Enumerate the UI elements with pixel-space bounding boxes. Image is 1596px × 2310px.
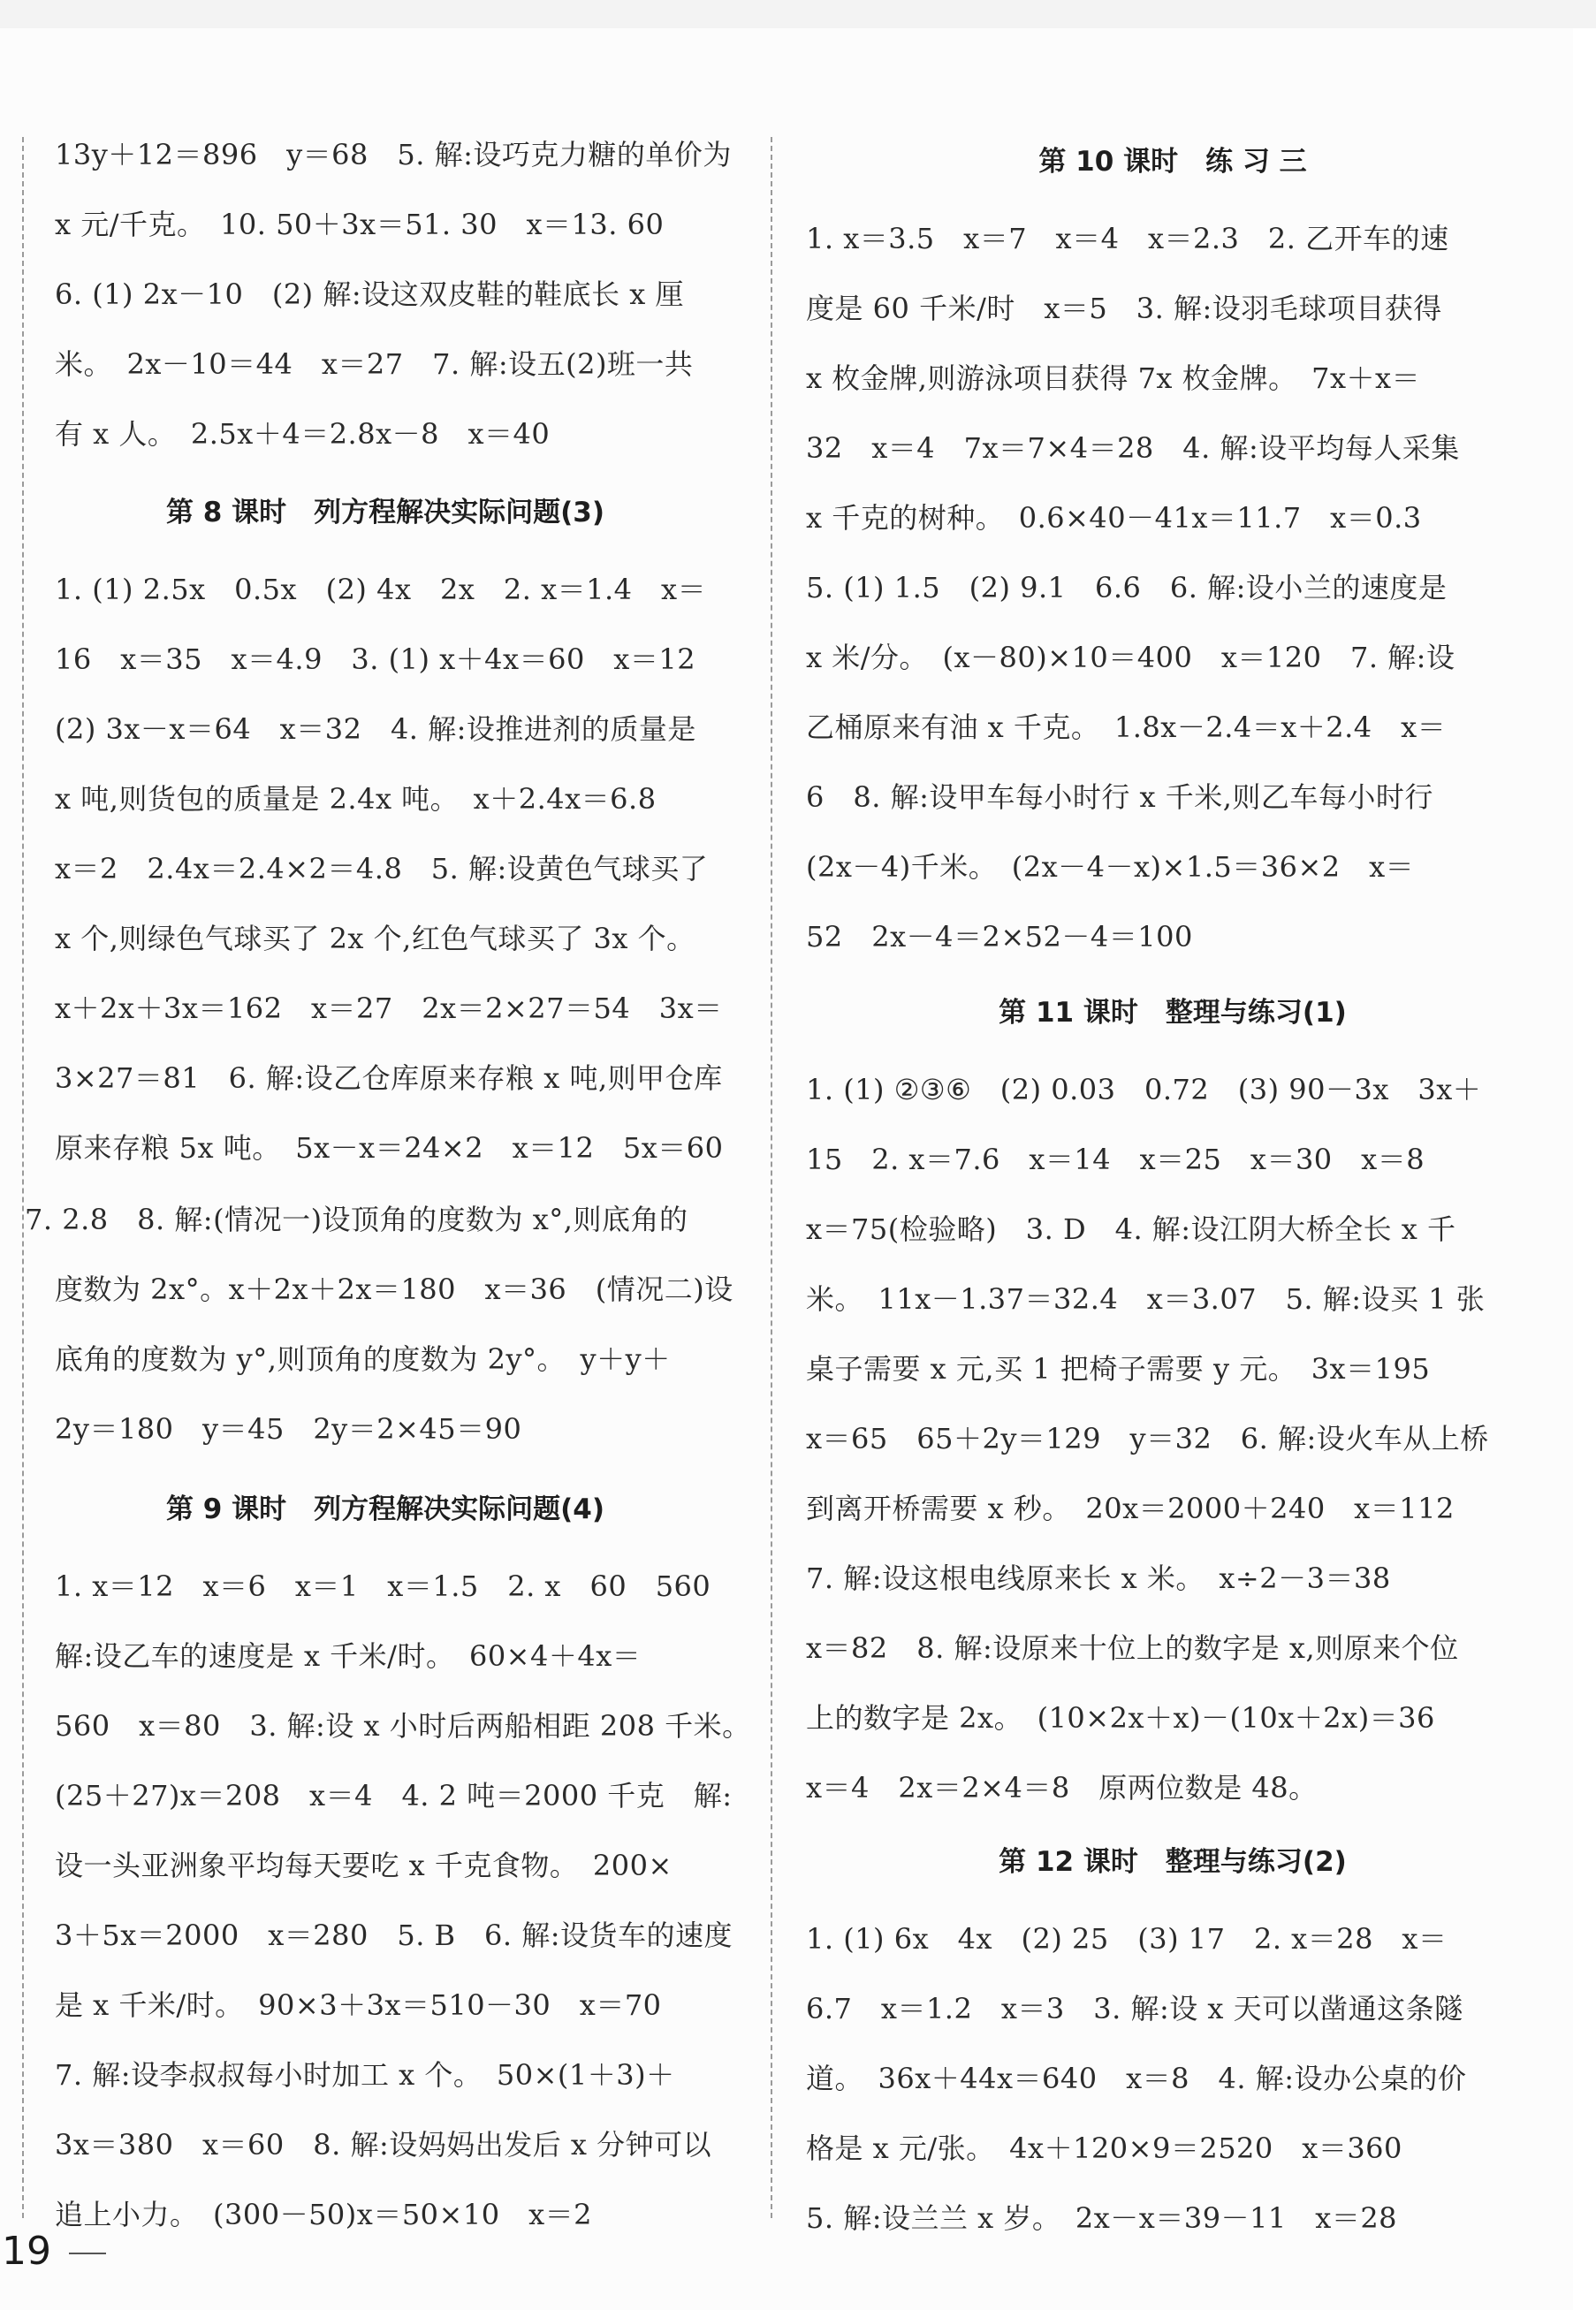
answer-line: x＝65 65＋2y＝129 y＝32 6. 解:设火车从上桥 [806,1422,1489,1455]
answer-line: (2) 3x－x＝64 x＝32 4. 解:设推进剂的质量是 [55,712,696,746]
answer-line: 1. x＝3.5 x＝7 x＝4 x＝2.3 2. 乙开车的速 [806,222,1449,255]
answer-line: 度数为 2x°。x＋2x＋2x＝180 x＝36 (情况二)设 [55,1273,733,1306]
answer-line: 3x＝380 x＝60 8. 解:设妈妈出发后 x 分钟可以 [55,2128,712,2162]
left-dashed-border [22,137,24,2218]
lesson-heading: 第 9 课时 列方程解决实际问题(4) [165,1493,605,1525]
answer-line: (2x－4)千米。 (2x－4－x)×1.5＝36×2 x＝ [806,850,1415,884]
answer-line: 乙桶原来有油 x 千克。 1.8x－2.4＝x＋2.4 x＝ [806,710,1447,744]
answer-line: 是 x 千米/时。 90×3＋3x＝510－30 x＝70 [55,1988,662,2022]
answer-line: 5. (1) 1.5 (2) 9.1 6.6 6. 解:设小兰的速度是 [806,571,1448,604]
scan-top-strip [0,0,1596,28]
answer-line: 1. x＝12 x＝6 x＝1 x＝1.5 2. x 60 560 [55,1569,711,1603]
answer-line: 1. (1) ②③⑥ (2) 0.03 0.72 (3) 90－3x 3x＋ [806,1073,1482,1106]
answer-line: 7. 解:设这根电线原来长 x 米。 x÷2－3＝38 [806,1562,1391,1595]
lesson-heading: 第 12 课时 整理与练习(2) [999,1846,1347,1878]
answer-line: 7. 2.8 8. 解:(情况一)设顶角的度数为 x°,则底角的 [25,1203,688,1236]
answer-line: 有 x 人。 2.5x＋4＝2.8x－8 x＝40 [55,417,551,451]
answer-line: 底角的度数为 y°,则顶角的度数为 2y°。 y＋y＋ [55,1342,671,1376]
answer-line: x＝4 2x＝2×4＝8 原两位数是 48。 [806,1771,1318,1805]
answer-line: 52 2x－4＝2×52－4＝100 [806,920,1193,954]
answer-line: x＝2 2.4x＝2.4×2＝4.8 5. 解:设黄色气球买了 [55,852,709,885]
answer-line: x 米/分。 (x－80)×10＝400 x＝120 7. 解:设 [806,641,1455,674]
answer-line: 度是 60 千米/时 x＝5 3. 解:设羽毛球项目获得 [806,292,1442,325]
answer-line: 5. 解:设兰兰 x 岁。 2x－x＝39－11 x＝28 [806,2201,1398,2235]
answer-line: 16 x＝35 x＝4.9 3. (1) x＋4x＝60 x＝12 [55,642,696,676]
answer-line: x＝82 8. 解:设原来十位上的数字是 x,则原来个位 [806,1631,1459,1665]
answer-line: 追上小力。 (300－50)x＝50×10 x＝2 [55,2198,592,2231]
answer-line: x 元/千克。 10. 50＋3x＝51. 30 x＝13. 60 [55,208,665,241]
answer-line: x 吨,则货包的质量是 2.4x 吨。 x＋2.4x＝6.8 [55,782,657,816]
answer-line: 设一头亚洲象平均每天要吃 x 千克食物。 200× [55,1849,673,1882]
lesson-heading: 第 11 课时 整理与练习(1) [999,997,1347,1029]
answer-line: 6. (1) 2x－10 (2) 解:设这双皮鞋的鞋底长 x 厘 [55,277,685,311]
answer-line: 3×27＝81 6. 解:设乙仓库原来存粮 x 吨,则甲仓库 [55,1061,723,1095]
page-number-dash [69,2253,106,2254]
answer-line: 原来存粮 5x 吨。 5x－x＝24×2 x＝12 5x＝60 [55,1131,724,1165]
page-number: 19 [2,2229,51,2274]
answer-line: 到离开桥需要 x 秒。 20x＝2000＋240 x＝112 [806,1492,1455,1525]
answer-line: 1. (1) 2.5x 0.5x (2) 4x 2x 2. x＝1.4 x＝ [55,573,707,606]
answer-line: 13y＋12＝896 y＝68 5. 解:设巧克力糖的单价为 [55,138,732,171]
answer-line: x＝75(检验略) 3. D 4. 解:设江阴大桥全长 x 千 [806,1212,1456,1246]
answer-line: 道。 36x＋44x＝640 x＝8 4. 解:设办公桌的价 [806,2062,1467,2095]
column-divider [771,137,772,2218]
answer-line: 15 2. x＝7.6 x＝14 x＝25 x＝30 x＝8 [806,1143,1425,1176]
answer-line: x＋2x＋3x＝162 x＝27 2x＝2×27＝54 3x＝ [55,992,723,1025]
answer-line: (25＋27)x＝208 x＝4 4. 2 吨＝2000 千克 解: [55,1779,733,1812]
answer-line: 6.7 x＝1.2 x＝3 3. 解:设 x 天可以凿通这条隧 [806,1992,1463,2025]
answer-line: 2y＝180 y＝45 2y＝2×45＝90 [55,1412,522,1446]
answer-line: 6 8. 解:设甲车每小时行 x 千米,则乙车每小时行 [806,780,1433,814]
answer-line: 560 x＝80 3. 解:设 x 小时后两船相距 208 千米。 [55,1709,751,1743]
lesson-heading: 第 10 课时 练 习 三 [1038,146,1307,178]
answer-line: 格是 x 元/张。 4x＋120×9＝2520 x＝360 [806,2131,1402,2165]
answer-line: 上的数字是 2x。 (10×2x＋x)－(10x＋2x)＝36 [806,1701,1435,1735]
answer-line: 7. 解:设李叔叔每小时加工 x 个。 50×(1＋3)＋ [55,2058,675,2092]
lesson-heading: 第 8 课时 列方程解决实际问题(3) [165,497,605,528]
answer-line: 米。 11x－1.37＝32.4 x＝3.07 5. 解:设买 1 张 [806,1282,1486,1316]
answer-line: x 千克的树种。 0.6×40－41x＝11.7 x＝0.3 [806,501,1422,535]
answer-line: x 枚金牌,则游泳项目获得 7x 枚金牌。 7x＋x＝ [806,361,1421,395]
answer-line: 解:设乙车的速度是 x 千米/时。 60×4＋4x＝ [55,1639,642,1673]
answer-line: x 个,则绿色气球买了 2x 个,红色气球买了 3x 个。 [55,922,695,955]
answer-line: 米。 2x－10＝44 x＝27 7. 解:设五(2)班一共 [55,347,694,381]
answer-line: 桌子需要 x 元,买 1 把椅子需要 y 元。 3x＝195 [806,1352,1431,1386]
answer-line: 1. (1) 6x 4x (2) 25 (3) 17 2. x＝28 x＝ [806,1922,1448,1956]
answer-line: 3＋5x＝2000 x＝280 5. B 6. 解:设货车的速度 [55,1919,733,1952]
answer-line: 32 x＝4 7x＝7×4＝28 4. 解:设平均每人采集 [806,431,1460,465]
